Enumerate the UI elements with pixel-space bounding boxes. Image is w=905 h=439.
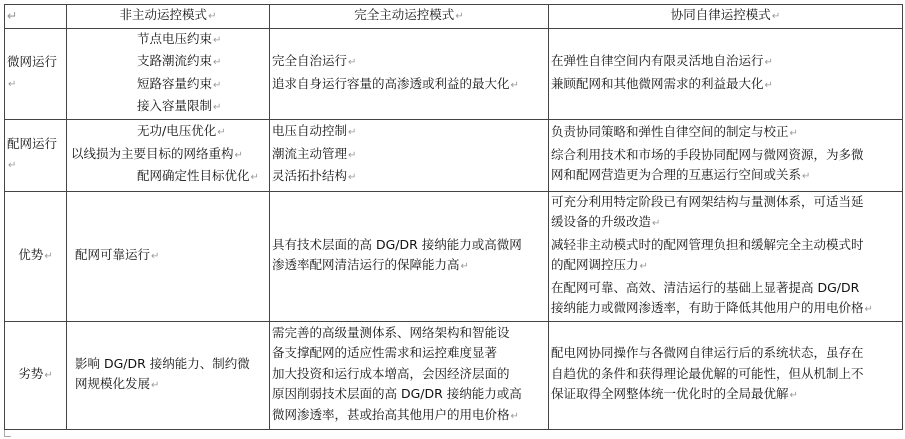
cell-line: 综合利用技术和市场的手段协同配网与微网资源，为多微: [551, 146, 864, 162]
cell-line: 需完善的高级量测体系、网络架构和智能设: [272, 324, 510, 340]
table-row: [5, 321, 903, 429]
cell-line: 无功/电压优化↵: [137, 123, 226, 139]
cell-line: 配网确定性目标优化↵: [137, 168, 259, 184]
table-cell: [270, 28, 549, 119]
cell-line: 微网渗透率，甚或抬高其他用户的用电价格↵: [272, 406, 519, 422]
cell-line: 兼顾配网和其他微网需求的利益最大化↵: [551, 75, 773, 91]
cell-line: 缓设备的升级改造↵: [551, 214, 661, 229]
cell-line: 减轻非主动模式时的配网管理负担和缓解完全主动模式时: [551, 236, 864, 252]
cell-line: 配网可靠运行↵: [75, 246, 160, 262]
cell-line: 追求自身运行容量的高渗透或利益的最大化↵: [272, 75, 519, 91]
table-row: [5, 28, 903, 119]
cell-line: 具有技术层面的高 DG/DR 接纳能力或高微网: [272, 236, 522, 252]
header-coordinated-autonomous-mode: 协同自律运控模式↵: [549, 5, 903, 29]
cell-line: 可充分利用特定阶段已有网架结构与量测体系，可适当延: [551, 193, 864, 209]
table-cell: [67, 191, 270, 321]
header-fully-active-mode: 完全主动运控模式↵: [270, 5, 549, 29]
row-label-advantages: 优势↵: [5, 191, 67, 321]
table-row: [5, 191, 903, 321]
cell-line: 加大投资和运行成本增高，会因经济层面的: [272, 365, 510, 381]
cell-line: 保证取得全网整体统一优化时的全局最优解↵: [551, 386, 798, 402]
cell-line: 配电网协同操作与各微网自律运行后的系统状态，虽存在: [551, 345, 864, 361]
cell-line: 的配网调控压力↵: [551, 257, 648, 272]
cell-line: 自趋优的条件和获得理论最优解的可能性，但从机制上不: [551, 365, 864, 381]
table-cell: [549, 28, 903, 119]
cell-line: 灵活拓扑结构↵: [272, 168, 357, 184]
table-cell: [549, 119, 903, 191]
header-non-active-mode: 非主动运控模式↵: [67, 5, 270, 29]
row-label-microgrid-operation: 微网运行↵: [5, 28, 67, 119]
cell-line: 短路容量约束↵: [137, 75, 222, 91]
table-cell: [67, 119, 270, 191]
cell-line: 负责协同策略和弹性自律空间的制定与校正↵: [551, 124, 798, 140]
table-cell: [549, 321, 903, 429]
cell-line: 以线损为主要目标的网络重构↵: [71, 145, 243, 161]
table-cell: [270, 119, 549, 191]
table-cell: [270, 321, 549, 429]
table-cell: [67, 28, 270, 119]
cell-line: 电压自动控制↵: [272, 123, 357, 139]
cell-line: 接纳能力或微网渗透率，有助于降低其他用户的用电价格↵: [551, 300, 873, 315]
cell-line: 在配网可靠、高效、清洁运行的基础上显著提高 DG/DR: [551, 279, 860, 295]
cell-line: 支路潮流约束↵: [137, 53, 222, 68]
table-cell: [67, 321, 270, 429]
cell-line: 网和配网营造更为合理的互惠运行空间或关系↵: [551, 167, 811, 183]
cell-line: 潮流主动管理↵: [272, 145, 357, 161]
cell-line: 网规模化发展↵: [75, 376, 160, 391]
cell-line: 节点电压约束↵: [137, 30, 222, 46]
table-cell: [270, 191, 549, 321]
table-row: [5, 119, 903, 191]
cell-line: 影响 DG/DR 接纳能力、制约微: [75, 355, 250, 371]
cell-line: 备支撑配网的适应性需求和运控难度显著: [272, 345, 498, 361]
paragraph-end-mark: [4, 430, 11, 437]
corner-cell: ↵: [5, 5, 67, 29]
cell-line: 原因削弱技术层面的高 DG/DR 接纳能力或高: [272, 386, 522, 402]
row-label-disadvantages: 劣势↵: [5, 321, 67, 429]
header-row: [5, 5, 903, 29]
cell-line: 完全自治运行↵: [272, 53, 357, 68]
cell-line: 渗透率配网清洁运行的保障能力高↵: [272, 257, 469, 272]
comparison-table: [4, 4, 903, 430]
cell-line: 接入容量限制↵: [137, 98, 222, 113]
cell-line: 在弹性自律空间内有限灵活地自治运行↵: [551, 53, 773, 68]
row-label-distribution-network-operation: 配网运行↵: [5, 119, 67, 191]
table-cell: [549, 191, 903, 321]
